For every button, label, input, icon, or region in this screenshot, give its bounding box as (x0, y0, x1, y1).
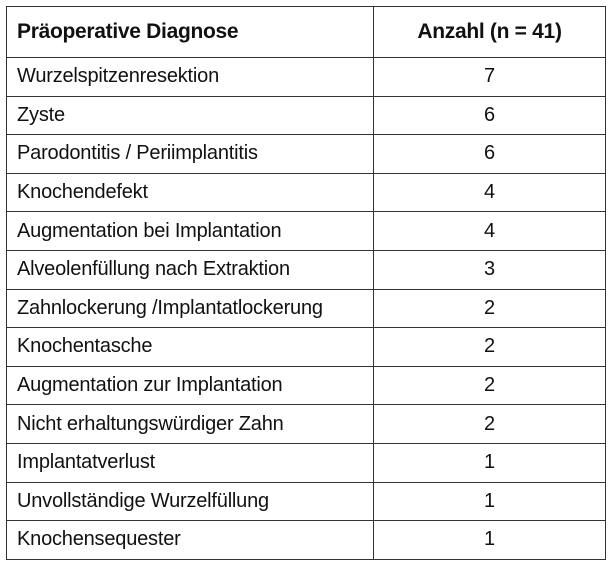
diagnosis-cell: Knochentasche (7, 328, 374, 367)
count-cell: 1 (374, 521, 606, 560)
count-cell: 2 (374, 405, 606, 444)
diagnosis-cell: Parodontitis / Periimplantitis (7, 135, 374, 174)
table-row (7, 521, 606, 560)
table-row (7, 58, 606, 97)
count-cell: 1 (374, 482, 606, 521)
table-row (7, 482, 606, 521)
diagnosis-cell: Alveolenfüllung nach Extraktion (7, 250, 374, 289)
header-diagnosis: Präoperative Diagnose (7, 7, 374, 58)
diagnosis-cell: Wurzelspitzenresektion (7, 58, 374, 97)
diagnosis-cell: Implantatverlust (7, 443, 374, 482)
table-row (7, 443, 606, 482)
diagnosis-cell: Unvollständige Wurzelfüllung (7, 482, 374, 521)
table-row (7, 405, 606, 444)
table-row (7, 96, 606, 135)
table-row (7, 366, 606, 405)
table-row (7, 212, 606, 251)
diagnosis-cell: Zahnlockerung /Implantatlockerung (7, 289, 374, 328)
count-cell: 6 (374, 135, 606, 174)
diagnosis-cell: Augmentation bei Implantation (7, 212, 374, 251)
count-cell: 4 (374, 173, 606, 212)
diagnosis-table (6, 6, 606, 560)
table-header (7, 7, 606, 58)
count-cell: 4 (374, 212, 606, 251)
diagnosis-cell: Knochendefekt (7, 173, 374, 212)
diagnosis-cell: Knochensequester (7, 521, 374, 560)
count-cell: 1 (374, 443, 606, 482)
header-row (7, 7, 606, 58)
table-body (7, 58, 606, 560)
count-cell: 6 (374, 96, 606, 135)
table-row (7, 328, 606, 367)
diagnosis-cell: Augmentation zur Implantation (7, 366, 374, 405)
table-row (7, 173, 606, 212)
table-row (7, 289, 606, 328)
count-cell: 7 (374, 58, 606, 97)
count-cell: 2 (374, 328, 606, 367)
count-cell: 3 (374, 250, 606, 289)
diagnosis-table-container (6, 6, 605, 560)
count-cell: 2 (374, 289, 606, 328)
diagnosis-cell: Zyste (7, 96, 374, 135)
count-cell: 2 (374, 366, 606, 405)
header-count: Anzahl (n = 41) (374, 7, 606, 58)
table-row (7, 135, 606, 174)
diagnosis-cell: Nicht erhaltungswürdiger Zahn (7, 405, 374, 444)
table-row (7, 250, 606, 289)
